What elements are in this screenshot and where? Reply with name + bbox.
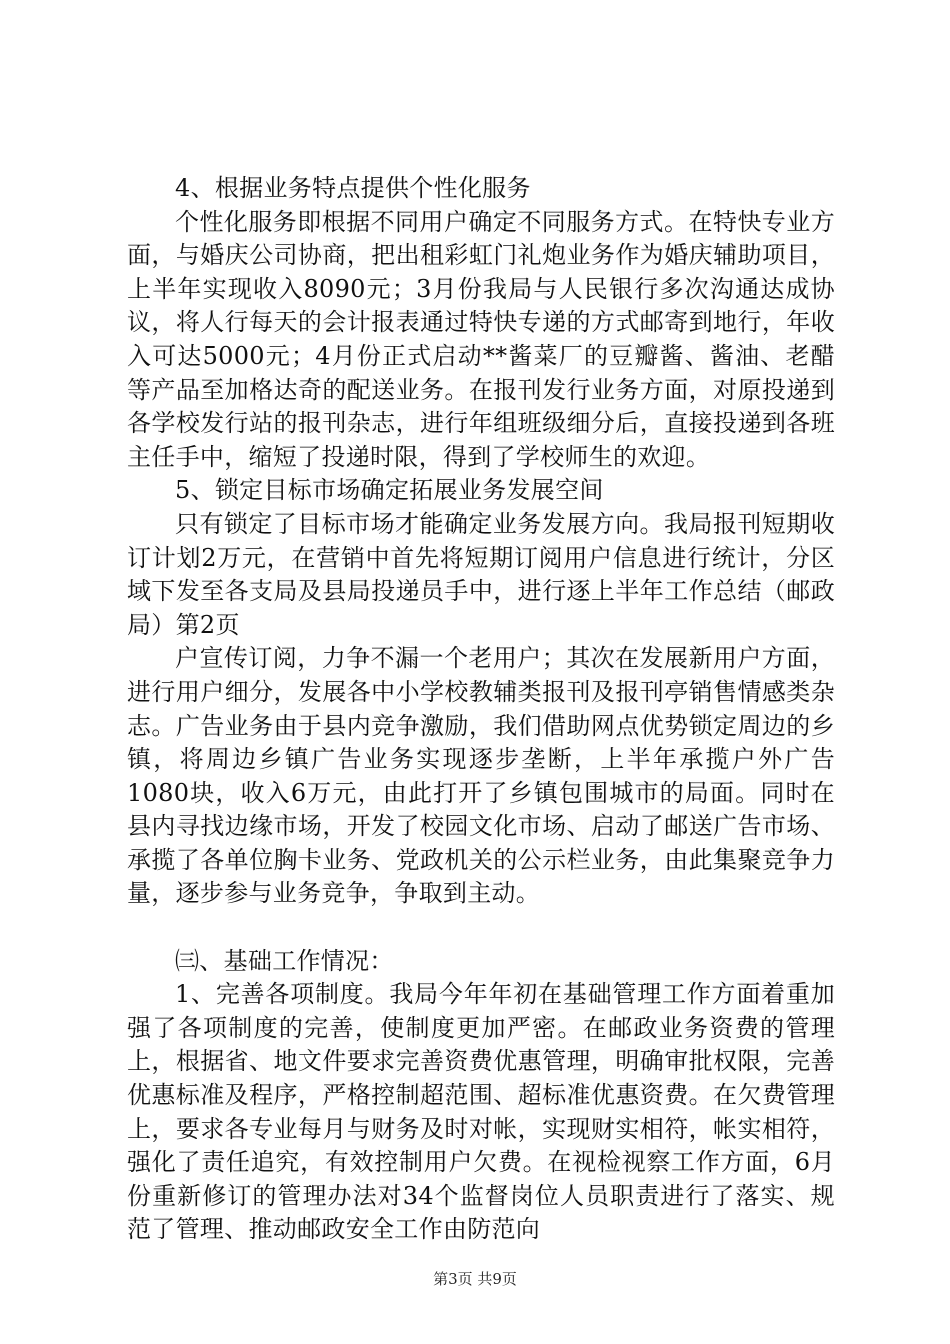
section-heading-basic-work: ㈢、基础工作情况：	[175, 946, 394, 975]
paragraph-target-market: 只有锁定了目标市场才能确定业务发展方向。我局报刊短期收订计划2万元，在营销中首先将短期订阅用户信息进行统计，分区域下发至各支局及县局投递员手中，进行逐上半年工作总结（邮政局）第2页	[127, 509, 835, 639]
page-footer: 第3页 共9页	[433, 1270, 517, 1288]
paragraph-personalized-service: 个性化服务即根据不同用户确定不同服务方式。在特快专业方面，与婚庆公司协商，把出租彩虹门礼炮业务作为婚庆辅助项目，上半年实现收入8090元；3月份我局与人民银行多次沟通达成协议，将人行每天的会计报表通过特快专递的方式邮寄到地行，年收入可达5000元；4月份正式启动**酱菜厂的豆瓣酱、酱油、老醋等产品至加格达奇的配送业务。在报刊发行业务方面，对原投递到各学校发行站的报刊杂志，进行年组班级细分后，直接投递到各班主任手中，缩短了投递时限，得到了学校师生的欢迎。	[127, 207, 835, 471]
paragraph-new-users: 户宣传订阅，力争不漏一个老用户；其次在发展新用户方面，进行用户细分，发展各中小学校教辅类报刊及报刊亭销售情感类杂志。广告业务由于县内竞争激励，我们借助网点优势锁定周边的乡镇，将周边乡镇广告业务实现逐步垄断，上半年承揽户外广告1080块，收入6万元，由此打开了乡镇包围城市的局面。同时在县内寻找边缘市场，开发了校园文化市场、启动了邮送广告市场、承揽了各单位胸卡业务、党政机关的公示栏业务，由此集聚竞争力量，逐步参与业务竞争，争取到主动。	[127, 644, 835, 908]
section-heading-4: 4、根据业务特点提供个性化服务	[175, 174, 531, 202]
paragraph-improve-systems: 1、完善各项制度。我局今年年初在基础管理工作方面着重加强了各项制度的完善，使制度更加严密。在邮政业务资费的管理上，根据省、地文件要求完善资费优惠管理，明确审批权限，完善优惠标准及程序，严格控制超范围、超标准优惠资费。在欠费管理上，要求各专业每月与财务及时对帐，实现财实相符，帐实相符，强化了责任追究，有效控制用户欠费。在视检视察工作方面，6月份重新修订的管理办法对34个监督岗位人员职责进行了落实、规范了管理、推动邮政安全工作由防范向	[127, 980, 835, 1244]
section-heading-5: 5、锁定目标市场确定拓展业务发展空间	[175, 476, 604, 505]
document-body	[127, 172, 835, 1247]
